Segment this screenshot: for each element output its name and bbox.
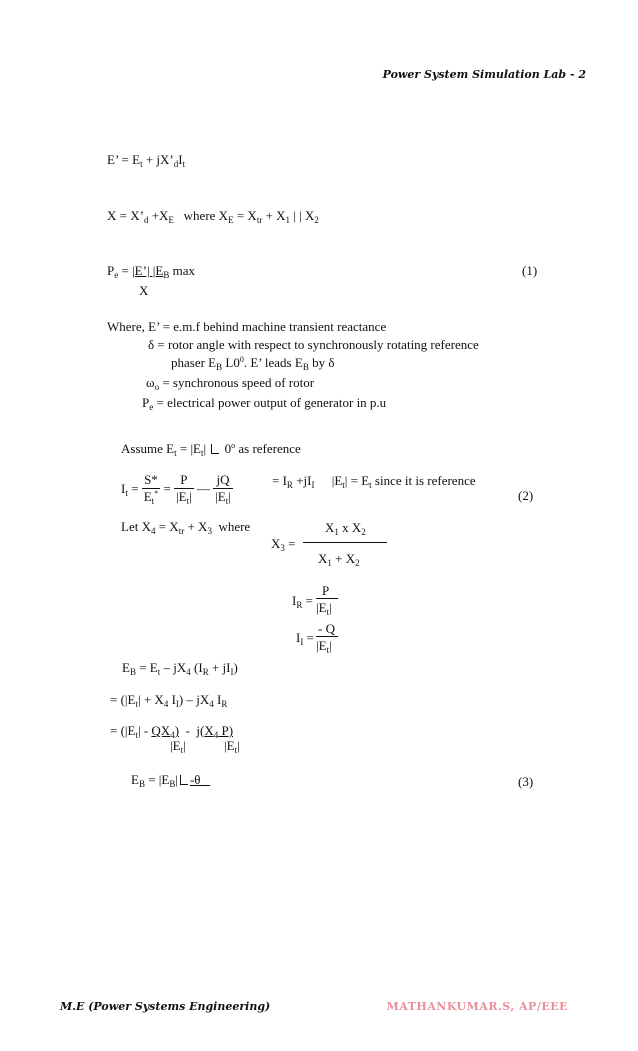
eb-line-3-denominator-2: $|E_t|$	[224, 738, 240, 755]
footer-right: MATHANKUMAR.S, AP/EEE	[386, 1000, 568, 1013]
angle-symbol-icon	[180, 775, 188, 785]
where-line-2: δ = rotor angle with respect to synchronously rotating reference	[148, 337, 479, 352]
equation-reactance: $X = X’_d +X_E$ where $X_E = X_{tr} + X_1$ | | $X_2$	[107, 208, 319, 225]
equation-number-2: (2)	[518, 488, 534, 503]
ir-numerator: P	[322, 583, 330, 598]
eb-line-3-denominator-1: $|E_t|$	[170, 738, 186, 755]
footer-left: M.E (Power Systems Engineering)	[60, 1000, 271, 1013]
x3-denominator: $X_1 + X_2$	[318, 551, 360, 568]
equation-number-1: (1)	[522, 263, 538, 278]
current-components: = $I_R +jI_I$ $|E_t| = E_t$ since it is reference	[272, 473, 476, 490]
ii-denominator: $|E_t|$	[316, 638, 332, 655]
ir-denominator: $|E_t|$	[316, 600, 332, 617]
eb-line-1: $E_B = E_t - jX_4$ $(I_R + jI_I)$	[122, 660, 238, 677]
assume-line: Assume $E_t = |E_t|$ 0$^o$ as reference	[121, 441, 301, 458]
eb-final: $E_B = |E_B|$ -θ	[131, 772, 201, 789]
power-denominator: X	[139, 283, 149, 298]
equation-emf: E’ = $E_t$ + $jX’_dI_t$	[107, 152, 186, 169]
page-header: Power System Simulation Lab - 2	[382, 68, 586, 81]
where-line-5: $P_e$ = electrical power output of generator in p.u	[142, 395, 387, 412]
where-line-3: phaser $E_B$ $L0^0$. E’ leads $E_B$ by δ	[171, 355, 335, 372]
ii-numerator: - Q	[318, 621, 335, 636]
eb-line-3: = $(|E_t| - QX_4) - j(X_4$ P)	[110, 723, 234, 740]
x3-fraction-bar	[303, 542, 387, 543]
angle-symbol-icon	[211, 444, 219, 454]
equation-power: $P_e$ = |E’| $|E_B$ max	[107, 263, 196, 280]
ii-fraction-bar	[316, 636, 338, 637]
ii-lhs: $I_I$ =	[296, 630, 314, 647]
x3-lhs: $X_3$ =	[271, 536, 296, 553]
ir-lhs: $I_R$ =	[292, 593, 313, 610]
x3-numerator: $X_1$ x $X_2$	[325, 520, 366, 537]
where-line-1: Where, E’ = e.m.f behind machine transient reactance	[107, 319, 387, 334]
ir-fraction-bar	[316, 598, 338, 599]
current-equation: $I_t$ = $\frac{S*}{E_t^*}$ = $\frac{P}{|E_t|}$ — $\frac{jQ}{|E_t|}$	[121, 472, 231, 506]
where-line-4: $\omega_o$ = synchronous speed of rotor	[146, 375, 315, 392]
eb-line-2: = ($|E_t| + X_4$ $I_I) - jX_4$ $I_R$	[110, 692, 228, 709]
x4-definition: Let $X_4 = X_{tr} + X_3$ where	[121, 519, 251, 536]
equation-number-3: (3)	[518, 774, 534, 789]
